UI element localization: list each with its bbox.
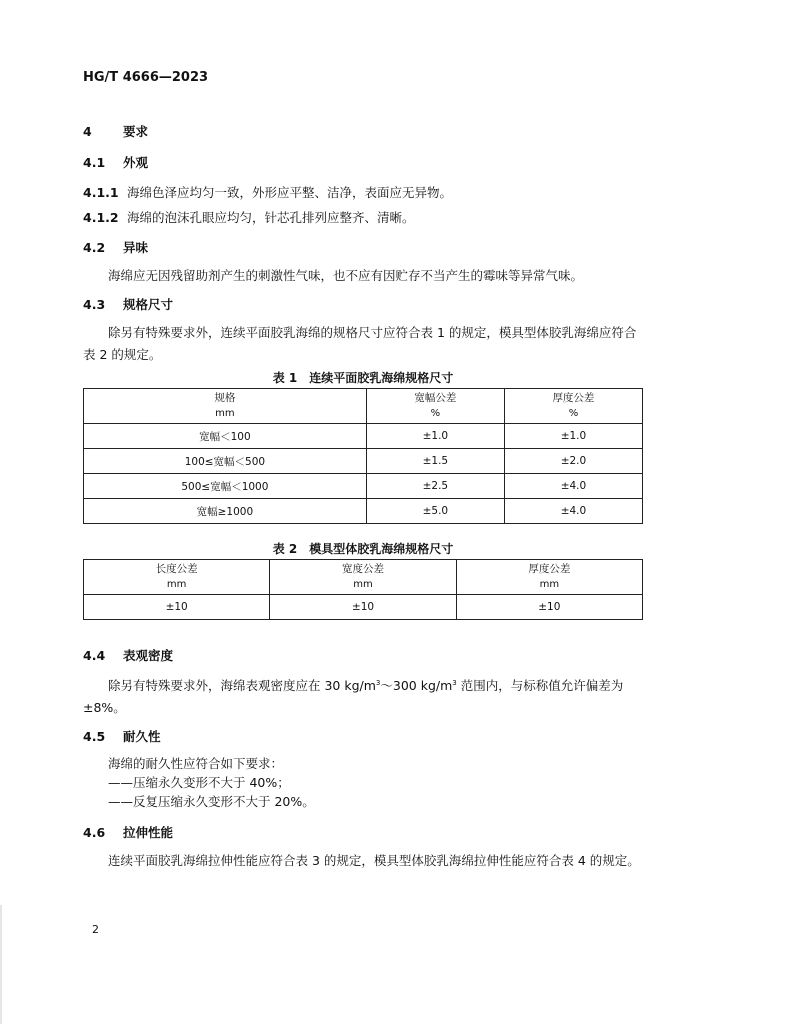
table-cell: ±10 [84, 595, 270, 620]
section-title: 规格尺寸 [123, 297, 174, 312]
table-row [84, 499, 643, 524]
table-cell: ±2.5 [366, 474, 504, 499]
table-cell: ±4.0 [504, 499, 642, 524]
section-title: 异味 [123, 240, 149, 255]
clause-number: 4.1.2 [83, 210, 119, 225]
table-cell: ±5.0 [366, 499, 504, 524]
table-2 [83, 559, 643, 620]
table-2-caption: 表 2 模具型体胶乳海绵规格尺寸 [272, 542, 454, 556]
section-4-4-text-line2: ±8%。 [83, 700, 126, 715]
table-cell: 宽幅＜100 [84, 424, 367, 449]
table-header-cell: 宽幅公差 % [366, 389, 504, 424]
section-4-1-heading [83, 153, 148, 171]
section-4-6-heading [83, 823, 173, 841]
clause-number: 4.1.1 [83, 185, 119, 200]
section-title: 耐久性 [123, 729, 161, 744]
table-header-row [84, 560, 643, 595]
section-4-heading [83, 122, 148, 140]
section-4-2-heading [83, 238, 148, 256]
table-1 [83, 388, 643, 524]
document-code: HG/T 4666—2023 [83, 70, 209, 85]
section-4-4-text-line1: 除另有特殊要求外，海绵表观密度应在 30 $kg/m^3\sim 300$ $kg/m^3$ 范围内，与标称值允许偏差为 [108, 678, 624, 693]
table-cell: 100≤宽幅＜500 [84, 449, 367, 474]
table-row [84, 424, 643, 449]
section-4-4-heading [83, 646, 173, 664]
table-cell: ±1.5 [366, 449, 504, 474]
section-title: 拉伸性能 [123, 825, 174, 840]
table-1-caption: 表 1 连续平面胶乳海绵规格尺寸 [272, 371, 454, 385]
page-number: 2 [92, 923, 99, 936]
table-row [84, 449, 643, 474]
list-item: ——压缩永久变形不大于 40%； [108, 775, 290, 790]
clause-text: 海绵色泽应均匀一致，外形应平整、洁净，表面应无异物。 [127, 185, 453, 200]
clause-4-1-2 [83, 208, 415, 226]
section-4-5-heading [83, 727, 161, 745]
section-number: 4.2 [83, 240, 106, 255]
section-number: 4.4 [83, 648, 106, 663]
table-cell: ±2.0 [504, 449, 642, 474]
table-cell: ±1.0 [366, 424, 504, 449]
list-item: ——反复压缩永久变形不大于 20%。 [108, 794, 315, 809]
clause-text: 海绵的泡沫孔眼应均匀，针芯孔排列应整齐、清晰。 [127, 210, 415, 225]
table-cell: ±10 [456, 595, 642, 620]
table-cell: 500≤宽幅＜1000 [84, 474, 367, 499]
table-cell: ±4.0 [504, 474, 642, 499]
section-4-3-text-line1: 除另有特殊要求外，连续平面胶乳海绵的规格尺寸应符合表 1 的规定，模具型体胶乳海绵应符合 [108, 325, 637, 340]
section-number: 4.5 [83, 729, 106, 744]
table-cell: ±10 [270, 595, 456, 620]
section-number: 4 [83, 124, 92, 139]
section-number: 4.3 [83, 297, 106, 312]
section-title: 要求 [123, 124, 149, 139]
table-header-cell: 厚度公差 % [504, 389, 642, 424]
section-4-6-text: 连续平面胶乳海绵拉伸性能应符合表 3 的规定，模具型体胶乳海绵拉伸性能应符合表 4 的规定。 [108, 853, 640, 868]
table-header-cell: 规格 mm [84, 389, 367, 424]
table-header-cell: 厚度公差 mm [456, 560, 642, 595]
table-cell: 宽幅≥1000 [84, 499, 367, 524]
section-4-3-text-line2: 表 2 的规定。 [83, 347, 162, 362]
table-row [84, 474, 643, 499]
section-title: 表观密度 [123, 648, 174, 663]
section-number: 4.6 [83, 825, 106, 840]
section-number: 4.1 [83, 155, 106, 170]
section-4-3-heading [83, 295, 173, 313]
table-row [84, 595, 643, 620]
table-header-cell: 宽度公差 mm [270, 560, 456, 595]
scan-edge [0, 905, 2, 1024]
table-header-cell: 长度公差 mm [84, 560, 270, 595]
section-4-5-text: 海绵的耐久性应符合如下要求： [108, 756, 284, 771]
section-title: 外观 [123, 155, 149, 170]
section-4-2-text: 海绵应无因残留助剂产生的刺激性气味，也不应有因贮存不当产生的霉味等异常气味。 [108, 268, 584, 283]
table-cell: ±1.0 [504, 424, 642, 449]
table-header-row [84, 389, 643, 424]
clause-4-1-1 [83, 183, 452, 201]
